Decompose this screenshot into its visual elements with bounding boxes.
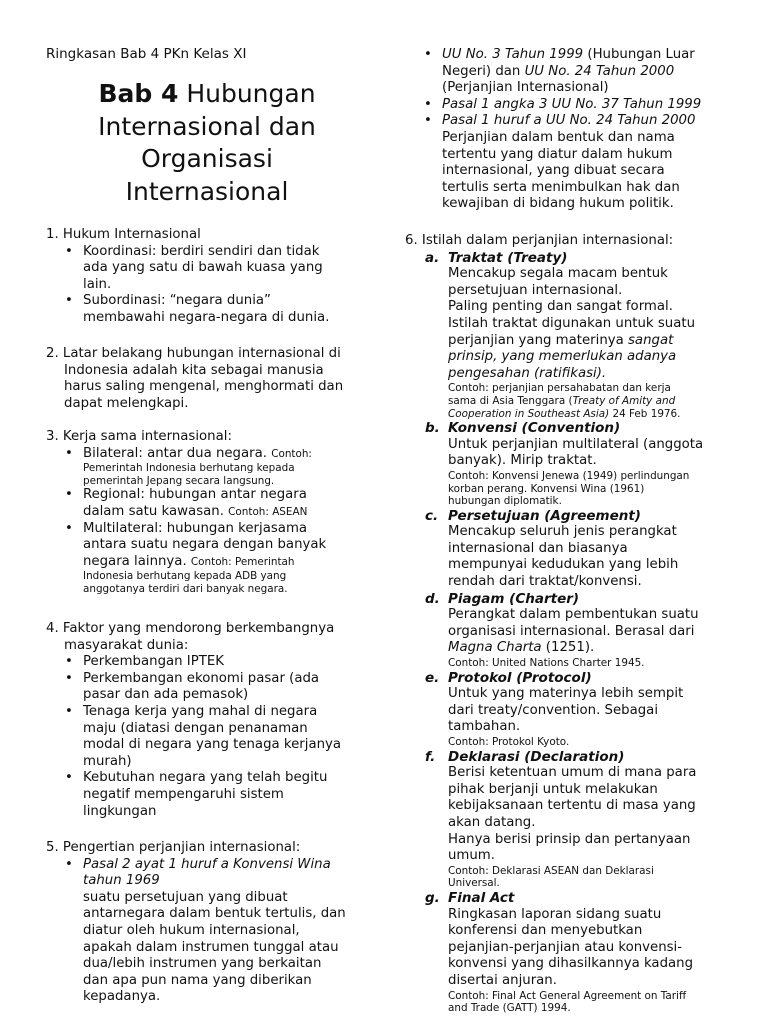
title-line-4: Internasional <box>125 176 289 206</box>
text-line: rendah dari traktat/konvensi. <box>448 574 642 590</box>
text-line: akan datang. <box>448 814 536 830</box>
text-line: pejanjian-perjanjian atau konvensi- <box>448 939 683 955</box>
term-title: Deklarasi (Declaration) <box>448 748 625 765</box>
text-line: • Multilateral: hubungan kerjasama <box>83 520 308 536</box>
list-item <box>46 293 368 326</box>
section-5 <box>46 840 368 1006</box>
text-line: Hanya berisi prinsip dan pertanyaan <box>448 831 691 847</box>
term-piagam <box>405 591 730 670</box>
small-note: Contoh: United Nations Charter 1945. <box>448 657 645 670</box>
term-letter: b. <box>425 420 440 437</box>
text-line: dari treaty/convention. Sebagai <box>448 702 659 718</box>
term-deklarasi <box>405 749 730 890</box>
text-line: apakah dalam instrumen tunggal atau <box>83 939 339 955</box>
text-line: Magna Charta <box>448 640 542 656</box>
term-title: Traktat (Treaty) <box>448 249 568 266</box>
term-letter: e. <box>425 669 440 686</box>
title-line-3: Organisasi <box>141 144 273 173</box>
section-3-heading: 3. Kerja sama internasional: <box>46 429 232 444</box>
text-line: murah) <box>83 753 132 769</box>
section-6-heading: 6. Istilah dalam perjanjian internasional: <box>405 233 674 248</box>
text-line: (1251). <box>545 640 595 656</box>
section-5-continued <box>405 47 730 213</box>
list-item <box>46 521 368 596</box>
document-header: Ringkasan Bab 4 PKn Kelas XI <box>46 46 247 62</box>
text-line: Untuk perjanjian multilateral (anggota <box>448 436 704 452</box>
term-final-act <box>405 890 730 1015</box>
small-note: hubungan diplomatik. <box>448 495 562 508</box>
small-note: Contoh: ASEAN <box>228 505 308 518</box>
term-letter: f. <box>425 748 436 765</box>
text-line: Untuk yang materinya lebih sempit <box>448 686 684 702</box>
term-title: Konvensi (Convention) <box>448 420 621 437</box>
text-line: ada yang satu di bawah kuasa yang <box>83 260 323 276</box>
term-letter: g. <box>425 889 440 906</box>
section-4-heading: 4. Faktor yang mendorong berkembangnya <box>46 621 335 636</box>
text-line: sangat <box>628 332 674 348</box>
text-line: tertulis serta menimbulkan hak dan <box>442 179 680 195</box>
small-note: and Trade (GATT) 1994. <box>448 1002 571 1015</box>
section-5-heading: 5. Pengertian perjanjian internasional: <box>46 840 301 855</box>
list-item <box>405 47 730 97</box>
term-persetujuan <box>405 508 730 591</box>
small-note: 24 Feb 1976. <box>612 407 681 420</box>
small-note: anggotanya terdiri dari banyak negara. <box>83 582 288 595</box>
text-line: konvensi yang dihasilkannya kadang <box>448 956 694 972</box>
term-letter: a. <box>425 249 440 266</box>
text-line: perjanjian yang materinya <box>448 332 624 348</box>
text-line: antara suatu negara dengan banyak <box>83 537 327 553</box>
text-line: prinsip, yang memerlukan adanya <box>448 349 677 365</box>
text-line: disertai anjuran. <box>448 972 557 988</box>
small-note: Indonesia berhutang kepada ADB yang <box>83 570 287 583</box>
list-item <box>46 446 368 488</box>
small-note: Cooperation in Southeast Asia) <box>448 407 610 420</box>
text-line: suatu persetujuan yang dibuat <box>83 889 288 905</box>
list-item <box>405 97 730 114</box>
section-2 <box>46 346 368 412</box>
text-line: persetujuan internasional. <box>448 282 623 298</box>
list-item <box>46 244 368 294</box>
small-note: Pemerintah Indonesia berhutang kepada <box>83 462 295 475</box>
small-note: Contoh: Deklarasi ASEAN dan Deklarasi <box>448 864 654 877</box>
list-item <box>46 770 368 820</box>
text-line: Perjanjian dalam bentuk dan nama <box>442 129 675 145</box>
list-item <box>46 487 368 520</box>
text-line: • Koordinasi: berdiri sendiri dan tidak <box>83 243 320 259</box>
term-letter: c. <box>425 507 439 524</box>
title-bold: Bab 4 <box>98 79 179 108</box>
text-line: • Kebutuhan negara yang telah begitu <box>83 770 328 786</box>
text-line: dan apa pun nama yang diberikan <box>83 972 312 988</box>
legal-reference: • Pasal 2 ayat 1 huruf a Konvensi Wina <box>83 856 331 872</box>
text-line: Bilateral: antar dua negara. <box>83 445 267 461</box>
section-1-heading: 1. Hukum Internasional <box>46 227 201 242</box>
text-line: Berisi ketentuan umum di mana para <box>448 765 697 781</box>
text-line: Mencakup segala macam bentuk <box>448 266 668 282</box>
legal-reference: • Pasal 1 angka 3 UU No. 37 Tahun 1999 <box>442 96 702 112</box>
list-item <box>46 654 368 671</box>
small-note: pemerintah Jepang secara langsung. <box>83 474 275 487</box>
term-letter: d. <box>425 590 440 607</box>
term-traktat <box>405 250 730 421</box>
text-line: kebijaksanaan tertentu di masa yang <box>448 798 696 814</box>
small-note: Contoh: Konvensi Jenewa (1949) perlindungan <box>448 469 690 482</box>
small-note: sama di Asia Tenggara ( <box>448 394 573 407</box>
term-title: Final Act <box>448 889 515 906</box>
text-line: • Tenaga kerja yang mahal di negara <box>83 703 318 719</box>
text-line: membawahi negara-negara di dunia. <box>83 309 330 325</box>
text-line: tertentu yang diatur dalam hukum <box>442 146 673 162</box>
text-line: internasional, yang dibuat secara <box>442 163 665 179</box>
text-line: dapat melengkapi. <box>64 395 189 411</box>
text-line: antarnegara dalam bentuk tertulis, dan <box>83 906 346 922</box>
text-line: umum. <box>448 848 495 864</box>
title-line-1: Hubungan <box>186 79 316 108</box>
text-line: pasar dan ada pemasok) <box>83 687 249 703</box>
section-4 <box>46 621 368 820</box>
text-line: • Subordinasi: “negara dunia” <box>83 293 271 309</box>
text-line: harus saling mengenal, menghormati dan <box>64 379 344 395</box>
term-protokol <box>405 670 730 749</box>
legal-reference: UU No. 3 Tahun 1999 <box>442 47 584 62</box>
text-line: • Perkembangan IPTEK <box>83 654 224 670</box>
small-note: korban perang. Konvensi Wina (1961) <box>448 482 645 495</box>
text-line: banyak). Mirip traktat. <box>448 453 597 469</box>
text-line: Perangkat dalam pembentukan suatu <box>448 607 699 623</box>
small-note: Contoh: Pemerintah <box>190 555 295 568</box>
legal-reference: tahun 1969 <box>83 873 160 889</box>
text-line: modal di negara yang tenaga kerjanya <box>83 737 342 753</box>
text-line: • Regional: hubungan antar negara <box>83 487 307 503</box>
list-item <box>46 671 368 704</box>
text-line: pengesahan (ratifikasi). <box>448 365 607 381</box>
text-line: kepadanya. <box>83 989 161 1005</box>
text-line: diatur oleh hukum internasional, <box>83 922 300 938</box>
legal-reference: • Pasal 1 huruf a UU No. 24 Tahun 2000 <box>442 113 696 129</box>
text-line: (Perjanjian Internasional) <box>442 80 609 96</box>
text-line: tambahan. <box>448 719 521 735</box>
section-2-heading: 2. Latar belakang hubungan internasional di <box>46 346 341 361</box>
small-note: Contoh: <box>271 447 312 460</box>
term-title: Persetujuan (Agreement) <box>448 507 641 524</box>
title-line-2: Internasional dan <box>98 111 316 141</box>
text-line: maju (diatasi dengan penanaman <box>83 720 308 736</box>
text-line: Ringkasan laporan sidang suatu <box>448 906 662 922</box>
text-line: lingkungan <box>83 803 157 819</box>
text-line: Negeri) dan <box>442 63 521 79</box>
legal-reference: UU No. 24 Tahun 2000 <box>524 63 675 79</box>
text-line: dua/lebih instrumen yang berkaitan <box>83 956 322 972</box>
text-line: organisasi internasional. Berasal dari <box>448 623 695 639</box>
section-4-heading-cont: masyarakat dunia: <box>64 637 189 653</box>
text-line: dalam satu kawasan. <box>83 503 224 519</box>
small-note: Contoh: Protokol Kyoto. <box>448 736 570 748</box>
small-note: Contoh: perjanjian persahabatan dan kerja <box>448 382 671 395</box>
list-item <box>46 704 368 770</box>
term-konvensi <box>405 420 730 508</box>
text-line: negara lainnya. <box>83 553 187 569</box>
text-line: Istilah traktat digunakan untuk suatu <box>448 315 695 331</box>
page-title <box>46 78 368 208</box>
text-line: kewajiban di bidang hukum politik. <box>442 196 674 212</box>
section-1 <box>46 227 368 327</box>
text-line: • Perkembangan ekonomi pasar (ada <box>83 670 320 686</box>
small-note: Universal. <box>448 877 500 890</box>
text-line: pihak berjanji untuk melakukan <box>448 781 658 797</box>
text-line: Indonesia adalah kita sebagai manusia <box>64 362 324 378</box>
small-note: Contoh: Final Act General Agreement on Tariff <box>448 989 687 1002</box>
term-title: Protokol (Protocol) <box>448 669 592 686</box>
text-line: negatif mempengaruhi sistem <box>83 786 284 802</box>
term-title: Piagam (Charter) <box>448 590 580 607</box>
text-line: mempunyai kedudukan yang lebih <box>448 557 679 573</box>
text-line: lain. <box>83 276 112 292</box>
section-6 <box>405 233 730 1015</box>
text-line: Mencakup seluruh jenis perangkat <box>448 524 677 540</box>
list-item <box>405 113 730 213</box>
section-3 <box>46 429 368 596</box>
text-line: (Hubungan Luar <box>587 47 695 62</box>
list-item <box>46 857 368 1006</box>
small-note: Treaty of Amity and <box>572 394 676 407</box>
text-line: Paling penting dan sangat formal. <box>448 299 673 315</box>
text-line: internasional dan biasanya <box>448 540 628 556</box>
text-line: konferensi dan menyebutkan <box>448 923 643 939</box>
